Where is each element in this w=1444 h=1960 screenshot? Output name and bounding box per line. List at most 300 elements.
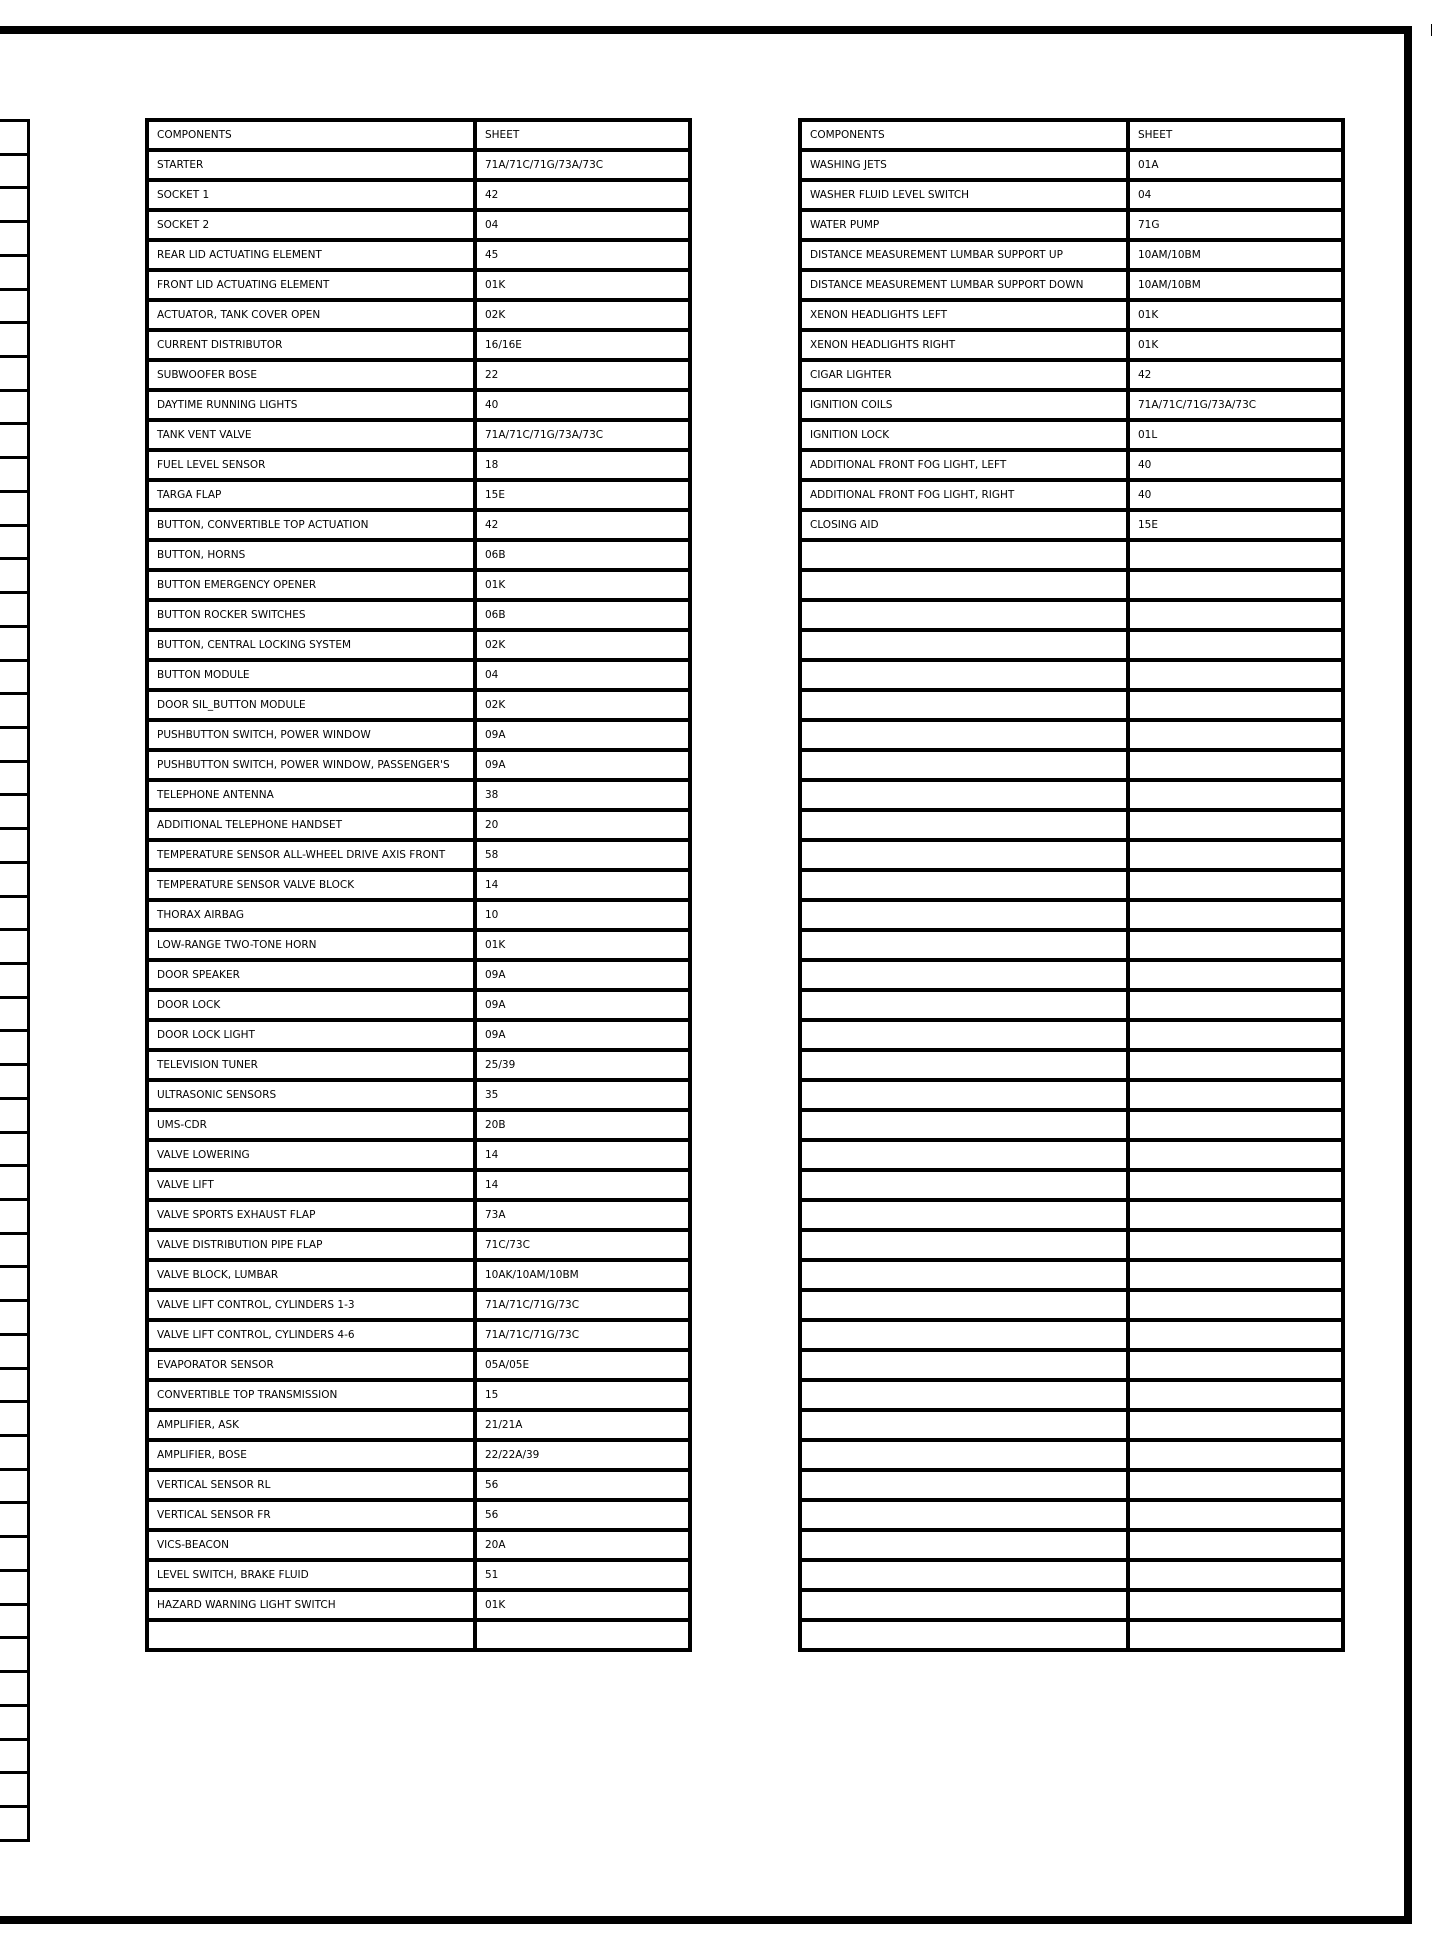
table-row — [800, 270, 1343, 300]
cropped-row — [0, 694, 29, 728]
component-cell: XENON HEADLIGHTS RIGHT — [800, 330, 1128, 360]
sheet-cell: 22/22A/39 — [475, 1440, 690, 1470]
table-row — [800, 1410, 1343, 1440]
table-row — [800, 900, 1343, 930]
cropped-cell — [0, 829, 29, 863]
sheet-cell — [1128, 1530, 1343, 1560]
sheet-cell: 10 — [475, 900, 690, 930]
cropped-cell — [0, 154, 29, 188]
table-row — [800, 660, 1343, 690]
cropped-cell — [0, 1031, 29, 1065]
sheet-cell — [1128, 810, 1343, 840]
cropped-row — [0, 154, 29, 188]
table-row — [800, 1230, 1343, 1260]
component-cell — [147, 1620, 475, 1650]
table-row — [800, 750, 1343, 780]
cropped-cell — [0, 1638, 29, 1672]
cropped-cell — [0, 727, 29, 761]
component-cell: AMPLIFIER, ASK — [147, 1410, 475, 1440]
sheet-cell: 01K — [1128, 330, 1343, 360]
table-row — [800, 810, 1343, 840]
cropped-row — [0, 1503, 29, 1537]
table-row — [800, 1380, 1343, 1410]
cropped-row — [0, 761, 29, 795]
sheet-cell: 01A — [1128, 150, 1343, 180]
cropped-row — [0, 1031, 29, 1065]
cropped-row — [0, 1739, 29, 1773]
sheet-cell: 21/21A — [475, 1410, 690, 1440]
table-row — [147, 450, 690, 480]
table-row — [147, 180, 690, 210]
table-row — [147, 1470, 690, 1500]
table-row — [800, 390, 1343, 420]
table-row — [147, 960, 690, 990]
component-cell — [800, 1530, 1128, 1560]
cropped-row — [0, 121, 29, 155]
sheet-cell: 10AM/10BM — [1128, 240, 1343, 270]
sheet-cell: 02K — [475, 300, 690, 330]
sheet-cell — [1128, 870, 1343, 900]
cropped-cell — [0, 323, 29, 357]
sheet-cell — [1128, 1440, 1343, 1470]
table-row — [800, 630, 1343, 660]
cropped-cell — [0, 694, 29, 728]
component-cell — [800, 750, 1128, 780]
components-table-right — [798, 118, 1345, 1652]
component-cell: AMPLIFIER, BOSE — [147, 1440, 475, 1470]
component-cell: ULTRASONIC SENSORS — [147, 1080, 475, 1110]
sheet-cell: 01K — [475, 930, 690, 960]
component-cell — [800, 1260, 1128, 1290]
sheet-cell: 09A — [475, 1020, 690, 1050]
sheet-cell: 51 — [475, 1560, 690, 1590]
component-cell — [800, 1320, 1128, 1350]
cropped-row — [0, 1368, 29, 1402]
table-row — [800, 1500, 1343, 1530]
component-cell: PUSHBUTTON SWITCH, POWER WINDOW, PASSENGER'S — [147, 750, 475, 780]
component-cell: SOCKET 1 — [147, 180, 475, 210]
component-cell: TELEVISION TUNER — [147, 1050, 475, 1080]
sheet-cell — [1128, 1470, 1343, 1500]
sheet-cell — [1128, 1350, 1343, 1380]
table-row — [800, 990, 1343, 1020]
sheet-cell: 40 — [1128, 480, 1343, 510]
sheet-cell — [1128, 900, 1343, 930]
component-cell — [800, 1500, 1128, 1530]
cropped-row — [0, 491, 29, 525]
cropped-cell — [0, 997, 29, 1031]
component-cell: HAZARD WARNING LIGHT SWITCH — [147, 1590, 475, 1620]
cropped-row — [0, 1166, 29, 1200]
table-row — [147, 1110, 690, 1140]
component-cell — [800, 1020, 1128, 1050]
component-cell: SUBWOOFER BOSE — [147, 360, 475, 390]
cropped-cell — [0, 1166, 29, 1200]
sheet-cell — [1128, 1110, 1343, 1140]
component-cell — [800, 810, 1128, 840]
component-cell: FUEL LEVEL SENSOR — [147, 450, 475, 480]
component-cell: TANK VENT VALVE — [147, 420, 475, 450]
sheet-cell: 18 — [475, 450, 690, 480]
table-row — [147, 780, 690, 810]
table-row — [147, 1500, 690, 1530]
table-row — [800, 1110, 1343, 1140]
component-cell — [800, 1440, 1128, 1470]
table-row — [147, 1530, 690, 1560]
sheet-cell: 04 — [475, 660, 690, 690]
cropped-cell — [0, 1065, 29, 1099]
cropped-cell — [0, 1368, 29, 1402]
sheet-cell: 45 — [475, 240, 690, 270]
header-sheet: SHEET — [475, 120, 690, 150]
component-cell: LOW-RANGE TWO-TONE HORN — [147, 930, 475, 960]
component-cell — [800, 870, 1128, 900]
component-cell — [800, 930, 1128, 960]
component-cell: STARTER — [147, 150, 475, 180]
sheet-cell: 04 — [1128, 180, 1343, 210]
cropped-cell — [0, 491, 29, 525]
cropped-cell — [0, 1537, 29, 1571]
component-cell: IGNITION LOCK — [800, 420, 1128, 450]
component-cell — [800, 600, 1128, 630]
component-cell: DOOR SIL_BUTTON MODULE — [147, 690, 475, 720]
component-cell: TEMPERATURE SENSOR ALL-WHEEL DRIVE AXIS FRONT — [147, 840, 475, 870]
sheet-cell: 71A/71C/71G/73C — [475, 1320, 690, 1350]
component-cell: DOOR LOCK — [147, 990, 475, 1020]
cropped-cell — [0, 1773, 29, 1807]
table-row — [800, 180, 1343, 210]
page-frame-right — [1404, 26, 1412, 1924]
sheet-cell: 02K — [475, 690, 690, 720]
sheet-cell: 02K — [475, 630, 690, 660]
table-row — [147, 330, 690, 360]
cropped-row — [0, 323, 29, 357]
component-cell — [800, 630, 1128, 660]
cropped-cell — [0, 626, 29, 660]
cropped-row — [0, 626, 29, 660]
sheet-cell: 15 — [475, 1380, 690, 1410]
table-row — [147, 540, 690, 570]
cropped-cell — [0, 121, 29, 155]
table-row — [800, 840, 1343, 870]
cropped-row — [0, 829, 29, 863]
header-components: COMPONENTS — [800, 120, 1128, 150]
component-cell: TELEPHONE ANTENNA — [147, 780, 475, 810]
sheet-cell — [1128, 1080, 1343, 1110]
cropped-cell — [0, 188, 29, 222]
sheet-cell — [1128, 1020, 1343, 1050]
component-cell: DISTANCE MEASUREMENT LUMBAR SUPPORT UP — [800, 240, 1128, 270]
table-row — [800, 780, 1343, 810]
cropped-row — [0, 1098, 29, 1132]
cropped-cell — [0, 357, 29, 391]
header-sheet: SHEET — [1128, 120, 1343, 150]
sheet-cell: 04 — [475, 210, 690, 240]
component-cell: VALVE LIFT — [147, 1170, 475, 1200]
table-row — [800, 1470, 1343, 1500]
table-row — [800, 1620, 1343, 1650]
cropped-cell — [0, 963, 29, 997]
component-cell — [800, 1200, 1128, 1230]
table-row — [147, 480, 690, 510]
cropped-cell — [0, 1739, 29, 1773]
table-row — [147, 570, 690, 600]
cropped-row — [0, 1301, 29, 1335]
sheet-cell: 16/16E — [475, 330, 690, 360]
table-row — [800, 150, 1343, 180]
component-cell: VALVE DISTRIBUTION PIPE FLAP — [147, 1230, 475, 1260]
cropped-row — [0, 660, 29, 694]
table-row — [147, 360, 690, 390]
table-row — [800, 600, 1343, 630]
sheet-cell — [1128, 1380, 1343, 1410]
component-cell: VALVE BLOCK, LUMBAR — [147, 1260, 475, 1290]
cropped-row — [0, 357, 29, 391]
component-cell: VERTICAL SENSOR FR — [147, 1500, 475, 1530]
cropped-row — [0, 1806, 29, 1840]
cropped-cell — [0, 1267, 29, 1301]
cropped-cell — [0, 1705, 29, 1739]
component-cell: WASHING JETS — [800, 150, 1128, 180]
sheet-cell: 20A — [475, 1530, 690, 1560]
cropped-cell — [0, 1098, 29, 1132]
sheet-cell: 71A/71C/71G/73A/73C — [475, 150, 690, 180]
table-row — [147, 1080, 690, 1110]
component-cell: TEMPERATURE SENSOR VALVE BLOCK — [147, 870, 475, 900]
table-row — [147, 990, 690, 1020]
table-row — [147, 1410, 690, 1440]
cropped-row — [0, 1537, 29, 1571]
table-row — [147, 720, 690, 750]
cropped-cell — [0, 795, 29, 829]
cropped-cell — [0, 761, 29, 795]
component-cell: VALVE LIFT CONTROL, CYLINDERS 4-6 — [147, 1320, 475, 1350]
sheet-cell: 05A/05E — [475, 1350, 690, 1380]
cropped-cell — [0, 424, 29, 458]
table-row — [800, 570, 1343, 600]
component-cell — [800, 840, 1128, 870]
table-row — [147, 1050, 690, 1080]
component-cell — [800, 1410, 1128, 1440]
cropped-row — [0, 559, 29, 593]
table-row — [147, 1200, 690, 1230]
cropped-cell — [0, 1233, 29, 1267]
table-row — [147, 600, 690, 630]
sheet-cell — [1128, 1410, 1343, 1440]
table-row — [800, 330, 1343, 360]
sheet-cell: 71A/71C/71G/73C — [475, 1290, 690, 1320]
cropped-cell — [0, 593, 29, 627]
sheet-cell — [1128, 990, 1343, 1020]
table-row — [147, 1230, 690, 1260]
sheet-cell: 09A — [475, 990, 690, 1020]
component-cell: BUTTON ROCKER SWITCHES — [147, 600, 475, 630]
table-row — [147, 840, 690, 870]
sheet-cell — [1128, 1560, 1343, 1590]
sheet-cell — [1128, 1320, 1343, 1350]
component-cell — [800, 1170, 1128, 1200]
sheet-cell — [475, 1620, 690, 1650]
table-row — [147, 750, 690, 780]
table-row — [800, 210, 1343, 240]
cropped-cell — [0, 255, 29, 289]
table-row — [147, 1380, 690, 1410]
component-cell: EVAPORATOR SENSOR — [147, 1350, 475, 1380]
sheet-cell: 35 — [475, 1080, 690, 1110]
cropped-row — [0, 255, 29, 289]
cropped-cell — [0, 930, 29, 964]
sheet-cell: 01K — [1128, 300, 1343, 330]
cropped-row — [0, 997, 29, 1031]
component-cell: WASHER FLUID LEVEL SWITCH — [800, 180, 1128, 210]
page-frame-bottom — [0, 1916, 1412, 1924]
table-row — [147, 1260, 690, 1290]
component-cell: ADDITIONAL TELEPHONE HANDSET — [147, 810, 475, 840]
sheet-cell — [1128, 1230, 1343, 1260]
cropped-cell — [0, 1402, 29, 1436]
sheet-cell — [1128, 960, 1343, 990]
component-cell: BUTTON EMERGENCY OPENER — [147, 570, 475, 600]
sheet-cell — [1128, 1140, 1343, 1170]
cropped-row — [0, 188, 29, 222]
sheet-cell — [1128, 840, 1343, 870]
table-row — [147, 1170, 690, 1200]
cropped-row — [0, 1773, 29, 1807]
sheet-cell — [1128, 1200, 1343, 1230]
component-cell — [800, 570, 1128, 600]
cropped-cell — [0, 1200, 29, 1234]
table-row — [147, 630, 690, 660]
table-row — [800, 1530, 1343, 1560]
table-row — [147, 1350, 690, 1380]
table-row — [800, 1080, 1343, 1110]
component-cell: DOOR LOCK LIGHT — [147, 1020, 475, 1050]
component-cell — [800, 1290, 1128, 1320]
component-cell — [800, 660, 1128, 690]
table-header-row — [147, 120, 690, 150]
sheet-cell — [1128, 1590, 1343, 1620]
sheet-cell: 56 — [475, 1470, 690, 1500]
sheet-cell: 14 — [475, 1170, 690, 1200]
cropped-cell — [0, 1334, 29, 1368]
component-cell — [800, 1590, 1128, 1620]
cropped-cell — [0, 390, 29, 424]
cropped-cell — [0, 559, 29, 593]
cropped-row — [0, 1604, 29, 1638]
table-row — [800, 300, 1343, 330]
component-cell: CURRENT DISTRIBUTOR — [147, 330, 475, 360]
component-cell: IGNITION COILS — [800, 390, 1128, 420]
component-cell: CONVERTIBLE TOP TRANSMISSION — [147, 1380, 475, 1410]
cropped-cell — [0, 1503, 29, 1537]
cropped-cell — [0, 862, 29, 896]
component-cell — [800, 960, 1128, 990]
sheet-cell: 71A/71C/71G/73A/73C — [475, 420, 690, 450]
component-cell — [800, 1560, 1128, 1590]
cropped-row — [0, 727, 29, 761]
table-row — [147, 1320, 690, 1350]
component-cell — [800, 1050, 1128, 1080]
table-row — [147, 150, 690, 180]
component-cell: BUTTON MODULE — [147, 660, 475, 690]
table-row — [800, 240, 1343, 270]
component-cell: LEVEL SWITCH, BRAKE FLUID — [147, 1560, 475, 1590]
sheet-cell: 10AM/10BM — [1128, 270, 1343, 300]
cropped-cell — [0, 289, 29, 323]
component-cell: TARGA FLAP — [147, 480, 475, 510]
cropped-row — [0, 458, 29, 492]
component-cell: XENON HEADLIGHTS LEFT — [800, 300, 1128, 330]
table-row — [800, 1320, 1343, 1350]
table-row — [147, 390, 690, 420]
component-cell: BUTTON, CONVERTIBLE TOP ACTUATION — [147, 510, 475, 540]
cropped-cell — [0, 222, 29, 256]
component-cell — [800, 1350, 1128, 1380]
table-row — [147, 210, 690, 240]
cropped-row — [0, 1402, 29, 1436]
cropped-row — [0, 1267, 29, 1301]
table-row — [800, 360, 1343, 390]
table-row — [147, 300, 690, 330]
cropped-left-table — [0, 119, 30, 1842]
table-row — [147, 1560, 690, 1590]
sheet-cell: 20B — [475, 1110, 690, 1140]
component-cell — [800, 1620, 1128, 1650]
cropped-row — [0, 930, 29, 964]
table-row — [800, 1590, 1343, 1620]
cropped-row — [0, 1570, 29, 1604]
cropped-row — [0, 896, 29, 930]
sheet-cell: 15E — [1128, 510, 1343, 540]
sheet-cell — [1128, 1050, 1343, 1080]
cropped-cell — [0, 1570, 29, 1604]
component-cell: VERTICAL SENSOR RL — [147, 1470, 475, 1500]
cropped-cell — [0, 1469, 29, 1503]
component-cell — [800, 720, 1128, 750]
component-cell: REAR LID ACTUATING ELEMENT — [147, 240, 475, 270]
table-row — [800, 1260, 1343, 1290]
sheet-cell — [1128, 630, 1343, 660]
component-cell: BUTTON, CENTRAL LOCKING SYSTEM — [147, 630, 475, 660]
edge-tick-mark — [1431, 24, 1432, 36]
table-row — [147, 1020, 690, 1050]
table-row — [147, 660, 690, 690]
sheet-cell: 09A — [475, 960, 690, 990]
cropped-cell — [0, 1301, 29, 1335]
cropped-row — [0, 795, 29, 829]
components-table-left — [145, 118, 692, 1652]
sheet-cell: 71C/73C — [475, 1230, 690, 1260]
sheet-cell — [1128, 1290, 1343, 1320]
cropped-row — [0, 1334, 29, 1368]
sheet-cell: 14 — [475, 870, 690, 900]
cropped-row — [0, 1436, 29, 1470]
sheet-cell: 06B — [475, 540, 690, 570]
cropped-row — [0, 424, 29, 458]
sheet-cell — [1128, 1170, 1343, 1200]
sheet-cell: 71G — [1128, 210, 1343, 240]
sheet-cell — [1128, 1620, 1343, 1650]
cropped-cell — [0, 458, 29, 492]
sheet-cell: 01K — [475, 270, 690, 300]
component-cell: DISTANCE MEASUREMENT LUMBAR SUPPORT DOWN — [800, 270, 1128, 300]
component-cell: WATER PUMP — [800, 210, 1128, 240]
cropped-row — [0, 862, 29, 896]
cropped-row — [0, 222, 29, 256]
component-cell: ADDITIONAL FRONT FOG LIGHT, LEFT — [800, 450, 1128, 480]
table-row — [800, 510, 1343, 540]
sheet-cell: 01L — [1128, 420, 1343, 450]
